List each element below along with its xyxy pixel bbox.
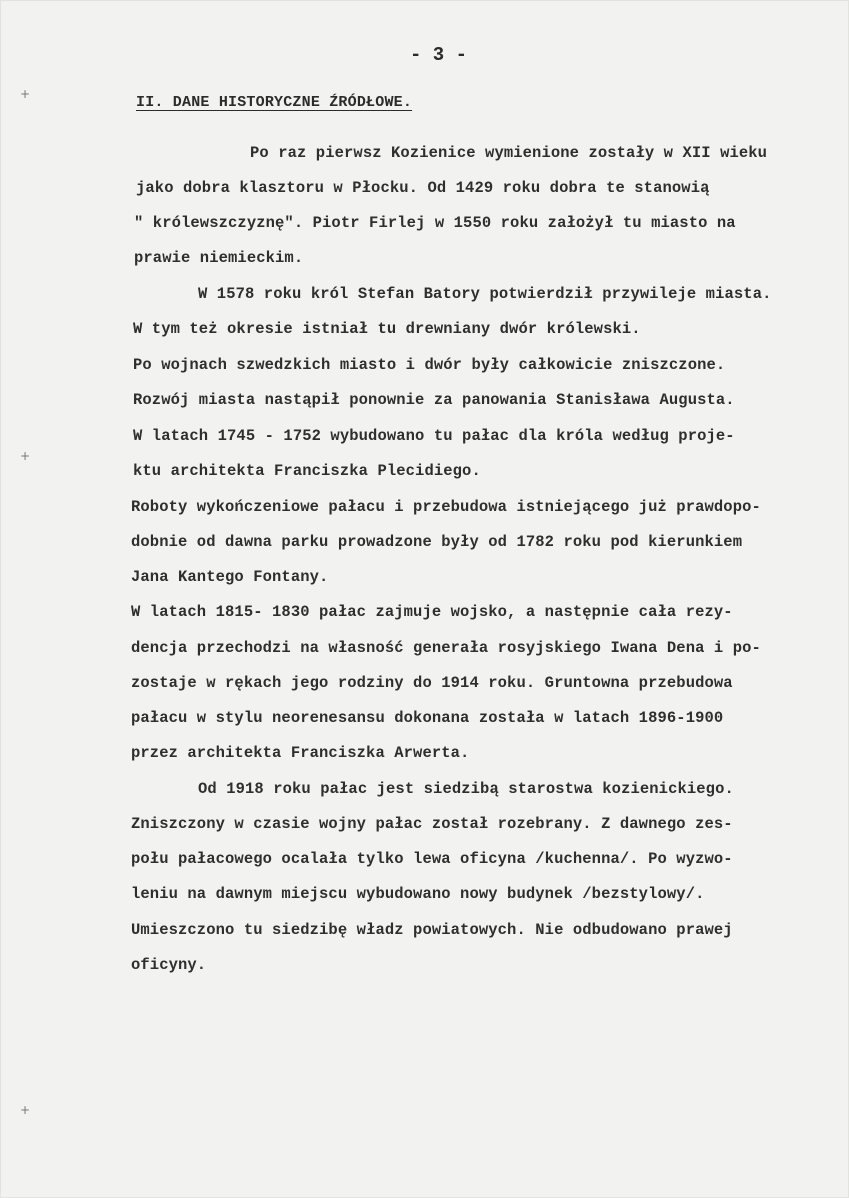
- text-line: pałacu w stylu neorenesansu dokonana została w latach 1896-1900: [131, 709, 724, 727]
- text-line: ktu architekta Franciszka Plecidiego.: [133, 462, 481, 480]
- text-line: oficyny.: [131, 956, 207, 974]
- text-line: W latach 1815- 1830 pałac zajmuje wojsko, a następnie cała rezy-: [131, 603, 733, 621]
- text-line: dobnie od dawna parku prowadzone były od 1782 roku pod kierunkiem: [131, 533, 743, 551]
- text-line: przez architekta Franciszka Arwerta.: [131, 744, 470, 762]
- text-line: Umieszczono tu siedzibę władz powiatowych. Nie odbudowano prawej: [131, 921, 733, 939]
- page-number: - 3 -: [410, 44, 468, 66]
- text-line: W 1578 roku król Stefan Batory potwierdził przywileje miasta.: [198, 285, 772, 303]
- section-heading: II. DANE HISTORYCZNE ŹRÓDŁOWE.: [136, 94, 413, 111]
- text-line: Po wojnach szwedzkich miasto i dwór były całkowicie zniszczone.: [133, 356, 726, 374]
- text-line: leniu na dawnym miejscu wybudowano nowy budynek /bezstylowy/.: [131, 885, 705, 903]
- text-line: " królewszczyznę". Piotr Firlej w 1550 roku założył tu miasto na: [134, 214, 736, 232]
- text-line: Roboty wykończeniowe pałacu i przebudowa istniejącego już prawdopo-: [131, 498, 761, 516]
- punch-mark: +: [20, 1103, 31, 1117]
- text-line: zostaje w rękach jego rodziny do 1914 roku. Gruntowna przebudowa: [131, 674, 733, 692]
- text-line: Jana Kantego Fontany.: [131, 568, 329, 586]
- text-line: prawie niemieckim.: [134, 249, 304, 267]
- text-line: dencja przechodzi na własność generała rosyjskiego Iwana Dena i po-: [131, 639, 761, 657]
- punch-mark: +: [20, 449, 31, 463]
- text-line: połu pałacowego ocalała tylko lewa oficyna /kuchenna/. Po wyzwo-: [131, 850, 733, 868]
- punch-mark: +: [20, 87, 31, 101]
- text-line: Zniszczony w czasie wojny pałac został rozebrany. Z dawnego zes-: [131, 815, 733, 833]
- text-line: Po raz pierwsz Kozienice wymienione zostały w XII wieku: [250, 144, 768, 162]
- text-line: W latach 1745 - 1752 wybudowano tu pałac dla króla według proje-: [133, 427, 735, 445]
- text-line: W tym też okresie istniał tu drewniany dwór królewski.: [133, 320, 641, 338]
- text-line: Rozwój miasta nastąpił ponownie za panowania Stanisława Augusta.: [133, 391, 735, 409]
- text-line: Od 1918 roku pałac jest siedzibą starostwa kozienickiego.: [198, 780, 734, 798]
- text-line: jako dobra klasztoru w Płocku. Od 1429 roku dobra te stanowią: [136, 179, 710, 197]
